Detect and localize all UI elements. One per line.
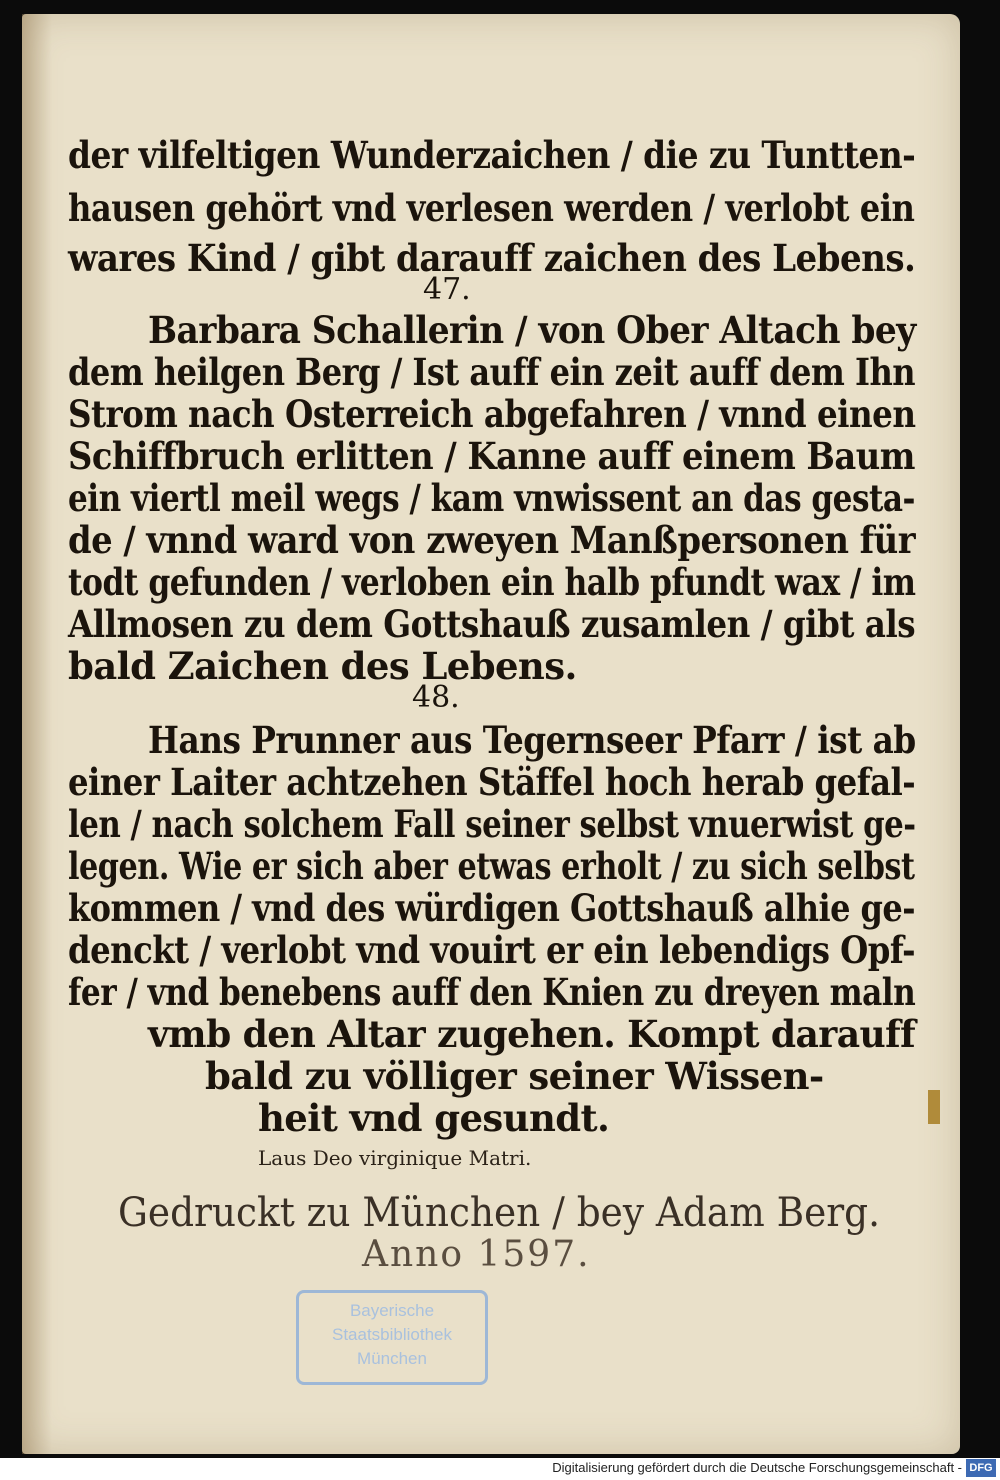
stamp-line: Staatsbibliothek bbox=[331, 1325, 453, 1344]
text-line: denckt / verlobt vnd vouirt er ein lebendigs Opf- bbox=[68, 928, 915, 972]
section-number: 48. bbox=[412, 680, 460, 715]
page-gutter-shadow bbox=[22, 14, 52, 1454]
imprint-line: Gedruckt zu München / bey Adam Berg. bbox=[118, 1190, 881, 1236]
text-line: todt gefunden / verloben ein halb pfundt wax / im bbox=[68, 560, 916, 604]
funding-notice: Digitalisierung gefördert durch die Deutsche Forschungsgemeinschaft - bbox=[552, 1460, 962, 1475]
text-line: vmb den Altar zugehen. Kompt darauff bbox=[148, 1012, 916, 1056]
text-line: bald zu völliger seiner Wissen- bbox=[205, 1054, 824, 1098]
text-line: len / nach solchem Fall seiner selbst vnuerwist ge- bbox=[68, 802, 916, 846]
text-line: Hans Prunner aus Tegernseer Pfarr / ist ab bbox=[148, 718, 916, 762]
text-line: heit vnd gesundt. bbox=[258, 1096, 610, 1140]
text-line: legen. Wie er sich aber etwas erholt / zu sich selbst bbox=[68, 844, 915, 888]
text-line: dem heilgen Berg / Ist auff ein zeit auff dem Ihn bbox=[68, 350, 916, 394]
page-marker-tab bbox=[928, 1090, 940, 1124]
text-line: hausen gehört vnd verlesen werden / verlobt ein bbox=[68, 186, 915, 230]
text-line: wares Kind / gibt darauff zaichen des Lebens. bbox=[68, 236, 916, 280]
stamp-line: München bbox=[357, 1349, 427, 1368]
text-line: fer / vnd benebens auff den Knien zu dreyen maln bbox=[68, 970, 916, 1014]
text-line: Schiffbruch erlitten / Kanne auff einem Baum bbox=[68, 434, 915, 478]
text-line: de / vnnd ward von zweyen Manßpersonen für bbox=[68, 518, 916, 562]
library-stamp bbox=[296, 1290, 488, 1385]
imprint-year: Anno 1597. bbox=[362, 1234, 591, 1275]
text-line: Barbara Schallerin / von Ober Altach bey bbox=[148, 308, 916, 352]
text-line: ein viertl meil wegs / kam vnwissent an das gesta- bbox=[68, 476, 915, 520]
closing-line: Laus Deo virginique Matri. bbox=[258, 1146, 532, 1170]
text-line: bald Zaichen des Lebens. bbox=[68, 644, 577, 688]
text-line: der vilfeltigen Wunderzaichen / die zu Tuntten- bbox=[68, 133, 916, 177]
text-line: Strom nach Osterreich abgefahren / vnnd einen bbox=[68, 392, 916, 436]
dfg-logo: DFG bbox=[966, 1459, 996, 1477]
footer-bar bbox=[0, 1458, 1000, 1480]
section-number: 47. bbox=[423, 272, 471, 307]
text-line: kommen / vnd des würdigen Gottshauß alhie ge- bbox=[68, 886, 916, 930]
stamp-line: Bayerische bbox=[349, 1301, 435, 1320]
text-line: einer Laiter achtzehen Stäffel hoch herab gefal- bbox=[68, 760, 916, 804]
text-line: Allmosen zu dem Gottshauß zusamlen / gibt als bbox=[68, 602, 916, 646]
